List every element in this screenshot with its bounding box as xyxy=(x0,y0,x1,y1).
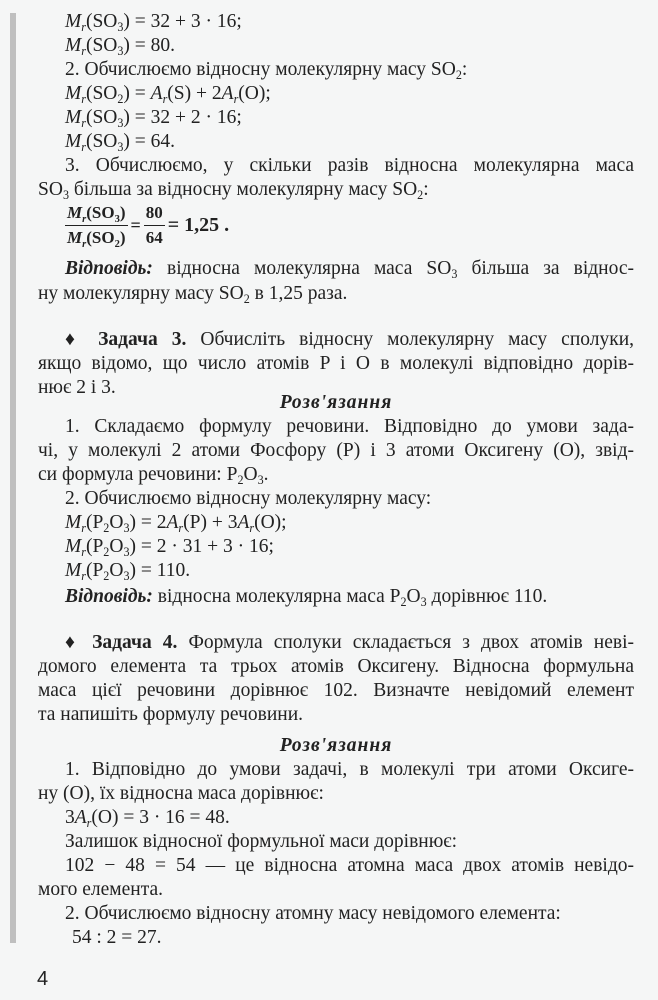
task-text: якщо відомо, що число атомів P і O в молекулі відповідно дорів- xyxy=(38,353,634,374)
subscript-r: r xyxy=(81,521,86,535)
fraction xyxy=(65,202,128,249)
solution-line xyxy=(38,463,269,487)
formula-part: ) xyxy=(123,131,130,152)
text: Залишок відносної формульної маси дорівнює: xyxy=(65,831,458,852)
subscript: 2 xyxy=(103,521,110,535)
subscript: 2 xyxy=(417,188,424,202)
subscript: 2 xyxy=(455,68,462,82)
subscript: 3 xyxy=(117,20,124,34)
symbol-m: M xyxy=(65,83,82,104)
task-text: та напишіть формулу речовини. xyxy=(38,704,304,725)
formula-part: ) xyxy=(119,203,126,222)
subscript-r: r xyxy=(81,44,86,58)
subscript-r: r xyxy=(81,92,86,106)
formula-part: ) xyxy=(123,35,130,56)
formula-text: (O) = 3 · 16 = 48. xyxy=(91,807,230,828)
task-4-heading xyxy=(65,631,634,655)
formula-text: = 64. xyxy=(134,131,176,152)
subscript-r: r xyxy=(162,92,168,106)
subscript: 2 xyxy=(243,292,250,306)
task-3-heading xyxy=(65,328,634,352)
subscript: 3 xyxy=(117,140,124,154)
formula-part: ) xyxy=(123,83,130,104)
symbol-m: M xyxy=(65,131,82,152)
text: 1. Складаємо формулу речовини. Відповідно до умови зада- xyxy=(65,416,634,437)
formula-part: (SO xyxy=(85,11,118,32)
formula-text: (O); xyxy=(238,83,271,104)
subscript: 2 xyxy=(114,239,120,250)
subscript-r: r xyxy=(81,20,86,34)
solution-line xyxy=(65,415,634,439)
task-text-line xyxy=(38,703,303,727)
text: : xyxy=(461,59,468,80)
text: . xyxy=(263,464,269,485)
subscript-r: r xyxy=(86,816,92,830)
subscript-r: r xyxy=(249,521,255,535)
page-number: 4 xyxy=(37,968,49,990)
text: мого елемента. xyxy=(38,879,163,900)
formula-text: = 32 + 3 · 16; xyxy=(134,11,242,32)
text: : xyxy=(423,179,429,200)
subscript: 3 xyxy=(123,545,130,559)
formula-text: (O); xyxy=(254,512,287,533)
solution-line xyxy=(38,439,634,463)
formula-text: = 2 · 31 + 3 · 16; xyxy=(140,536,274,557)
task-text-line xyxy=(38,655,634,679)
answer-label: Відповідь: xyxy=(65,586,153,607)
subscript: 3 xyxy=(62,188,69,202)
formula-part: ) xyxy=(129,560,136,581)
text: дорівнює 110. xyxy=(426,586,548,607)
text: більша за віднос- xyxy=(457,258,635,279)
text: ну (O), їх відносна маса дорівнює: xyxy=(38,783,324,804)
subscript-r: r xyxy=(81,569,86,583)
subscript-r: r xyxy=(82,239,87,250)
equals-sign: = xyxy=(130,215,141,236)
formula-text: 3 xyxy=(65,807,75,828)
step-text xyxy=(38,178,429,202)
text: си формула речовини: P xyxy=(38,464,238,485)
symbol-a: A xyxy=(150,83,163,104)
answer-line xyxy=(65,585,547,609)
formula-part: ) xyxy=(129,536,136,557)
formula-part: (SO xyxy=(85,35,118,56)
formula-text: = 32 + 2 · 16; xyxy=(134,107,242,128)
formula-part: O xyxy=(109,560,124,581)
subscript-r: r xyxy=(81,545,86,559)
subscript: 2 xyxy=(103,569,110,583)
answer-line xyxy=(65,257,634,281)
fraction-numerator xyxy=(65,202,128,226)
subscript: 2 xyxy=(103,545,110,559)
task-title: Задача 3. xyxy=(98,329,187,350)
symbol-m: M xyxy=(67,203,83,222)
subscript-r: r xyxy=(233,92,239,106)
symbol-m: M xyxy=(65,512,82,533)
formula-part: O xyxy=(109,536,124,557)
step-text xyxy=(65,58,467,82)
formula-text: = 2 xyxy=(140,512,167,533)
symbol-a: A xyxy=(237,512,250,533)
subscript-r: r xyxy=(178,521,184,535)
formula-line xyxy=(65,34,175,58)
fraction-numerator: 80 xyxy=(144,202,165,226)
solution-line xyxy=(38,782,324,806)
formula-line: $M_r(SO_2) = A_r(S) + 2A_r(O)$; xyxy=(65,83,271,106)
subscript: 3 xyxy=(114,214,120,225)
task-text: домого елемента та трьох атомів Оксигену. Відносна формульна xyxy=(38,656,634,677)
solution-title: Розв'язання xyxy=(279,735,393,756)
text: в 1,25 раза. xyxy=(249,283,348,304)
task-text: маса цієї речовини дорівнює 102. Визначте невідомий елемент xyxy=(38,680,634,701)
formula-line xyxy=(65,535,274,559)
task-text-line xyxy=(38,679,634,703)
task-text: Формула сполуки складається з двох атомів неві- xyxy=(177,632,635,653)
solution-line xyxy=(65,487,431,511)
formula-part: O xyxy=(109,512,124,533)
symbol-m: M xyxy=(65,107,82,128)
subscript-r: r xyxy=(82,214,87,225)
solution-line xyxy=(65,902,561,926)
diamond-bullet-icon: ♦ xyxy=(65,329,85,350)
subscript: 3 xyxy=(123,569,130,583)
text: відносна молекулярна маса SO xyxy=(152,258,452,279)
formula-line xyxy=(65,130,175,154)
subscript-r: r xyxy=(81,140,86,154)
text: 3. Обчислюємо, у скільки разів відносна молекулярна маса xyxy=(65,155,634,176)
answer-line xyxy=(38,282,347,306)
task-text: нює 2 і 3. xyxy=(38,377,116,398)
formula-text: = 110. xyxy=(140,560,191,581)
symbol-m: M xyxy=(67,228,83,247)
text: SO xyxy=(38,179,63,200)
fraction-denominator: 64 xyxy=(145,228,163,247)
symbol-a: A xyxy=(221,83,234,104)
subscript: 3 xyxy=(123,521,130,535)
symbol-a: A xyxy=(74,807,87,828)
formula-part: ) xyxy=(123,107,130,128)
text: O xyxy=(243,464,258,485)
formula-part: (SO xyxy=(85,131,118,152)
subscript: 2 xyxy=(117,92,124,106)
text: чі, у молекулі 2 атоми Фосфору (P) і 3 атоми Оксигену (O), звід- xyxy=(38,440,634,461)
formula-part: (SO xyxy=(86,228,115,247)
text: відносна молекулярна маса P xyxy=(152,586,401,607)
task-title: Задача 4. xyxy=(92,632,178,653)
diamond-bullet-icon: ♦ xyxy=(65,632,82,653)
text: 1. Відповідно до умови задачі, в молекулі три атоми Оксиге- xyxy=(65,759,634,780)
symbol-m: M xyxy=(65,35,82,56)
symbol-m: M xyxy=(65,536,82,557)
step-text xyxy=(65,154,634,178)
subscript-r: r xyxy=(81,116,86,130)
formula-part: (SO xyxy=(85,83,118,104)
symbol-m: M xyxy=(65,11,82,32)
formula-part: (P xyxy=(85,512,104,533)
subscript: 3 xyxy=(117,44,124,58)
formula-line xyxy=(65,106,242,130)
formula-text: 54 : 2 = 27. xyxy=(72,927,162,948)
symbol-a: A xyxy=(166,512,179,533)
formula-text: (S) + 2 xyxy=(167,83,222,104)
page-margin-bar xyxy=(10,13,16,943)
formula-part: ) xyxy=(129,512,136,533)
text: 2. Обчислюємо відносну молекулярну масу SO xyxy=(65,59,456,80)
formula-part: (P xyxy=(85,560,104,581)
text: 102 − 48 = 54 — це відносна атомна маса двох атомів невідо- xyxy=(65,855,634,876)
subscript: 2 xyxy=(400,595,407,609)
formula-text: = 80. xyxy=(134,35,176,56)
formula-line xyxy=(72,926,162,950)
fraction-equation xyxy=(65,202,232,249)
solution-line xyxy=(65,830,457,854)
formula-line xyxy=(65,511,287,535)
solution-line xyxy=(65,758,634,782)
text: ну молекулярну масу SO xyxy=(38,283,244,304)
formula-part: ) xyxy=(119,228,126,247)
formula-line xyxy=(65,806,230,830)
text: O xyxy=(406,586,421,607)
subscript: 3 xyxy=(257,473,264,487)
subscript: 3 xyxy=(117,116,124,130)
answer-label: Відповідь: xyxy=(65,258,153,279)
formula-part: (SO xyxy=(86,203,115,222)
formula-part: (SO xyxy=(85,107,118,128)
formula-part: (P xyxy=(85,536,104,557)
symbol-m: M xyxy=(65,560,82,581)
solution-line xyxy=(38,878,163,902)
task-text-line xyxy=(38,352,634,376)
subscript: 3 xyxy=(451,267,458,281)
text: більша за відносну молекулярну масу SO xyxy=(68,179,418,200)
fraction-result: = 1,25 . xyxy=(167,214,230,237)
formula-line xyxy=(65,10,242,34)
formula-part: ) xyxy=(123,11,130,32)
solution-title: Розв'язання xyxy=(279,392,393,413)
text: 2. Обчислюємо відносну атомну масу невідомого елемента: xyxy=(65,903,561,924)
text: 2. Обчислюємо відносну молекулярну масу: xyxy=(65,488,432,509)
subscript: 3 xyxy=(420,595,427,609)
fraction xyxy=(144,202,165,249)
task-text: Обчисліть відносну молекулярну масу сполуки, xyxy=(186,329,635,350)
formula-text: (P) + 3 xyxy=(183,512,238,533)
formula-line xyxy=(65,559,190,583)
subscript: 2 xyxy=(237,473,244,487)
solution-line xyxy=(65,854,634,878)
fraction-denominator xyxy=(65,226,128,249)
